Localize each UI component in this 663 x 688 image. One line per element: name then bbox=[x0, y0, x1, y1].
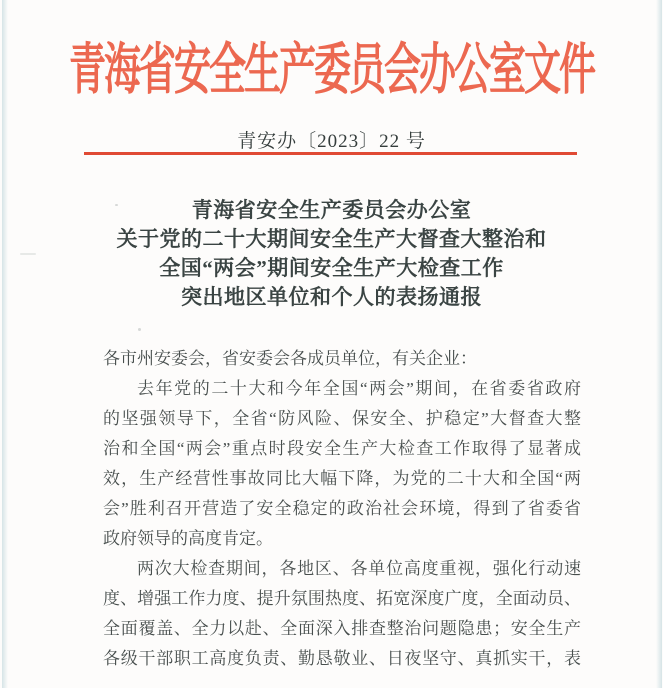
body-line: 全面覆盖、全力以赴、全面深入排查整治问题隐患；安全生产 bbox=[103, 619, 581, 638]
body-line: 政府领导的高度肯定。 bbox=[103, 529, 273, 548]
scan-edge-left bbox=[2, 0, 8, 688]
body-line: 两次大检查期间，各地区、各单位高度重视，强化行动速 bbox=[137, 559, 581, 578]
body-line: 各市州安委会，省安委会各成员单位，有关企业： bbox=[103, 349, 477, 368]
title-line: 关于党的二十大期间安全生产大督查大整治和 bbox=[116, 227, 547, 251]
body-line: 各级干部职工高度负责、勤恳敬业、日夜坚守、真抓实干，表 bbox=[103, 649, 581, 668]
red-rule-divider bbox=[84, 152, 577, 155]
document-title bbox=[0, 196, 663, 312]
body-line: 会”胜利召开营造了安全稳定的政治社会环境，得到了省委省 bbox=[103, 499, 581, 518]
document-number: 青安办〔2023〕22 号 bbox=[237, 131, 426, 152]
body-line: 去年党的二十大和今年全国“两会”期间，在省委省政府 bbox=[137, 379, 581, 398]
body-line: 治和全国“两会”重点时段安全生产大检查工作取得了显著成 bbox=[103, 439, 581, 458]
title-line: 青海省安全生产委员会办公室 bbox=[191, 198, 472, 222]
scan-edge-right bbox=[656, 0, 662, 688]
letterhead bbox=[0, 24, 663, 102]
scan-speck bbox=[138, 328, 141, 331]
document-body bbox=[103, 344, 581, 674]
body-line: 度、增强工作力度、提升氛围热度、拓宽深度广度，全面动员、 bbox=[103, 589, 581, 608]
body-line: 效，生产经营性事故同比大幅下降，为党的二十大和全国“两 bbox=[103, 469, 581, 488]
title-line: 全国“两会”期间安全生产大检查工作 bbox=[159, 256, 504, 280]
letterhead-title: 青海省安全生产委员会办公室文件 bbox=[69, 40, 594, 102]
title-line: 突出地区单位和个人的表扬通报 bbox=[181, 285, 482, 309]
body-line: 的坚强领导下，全省“防风险、保安全、护稳定”大督查大整 bbox=[103, 409, 581, 428]
